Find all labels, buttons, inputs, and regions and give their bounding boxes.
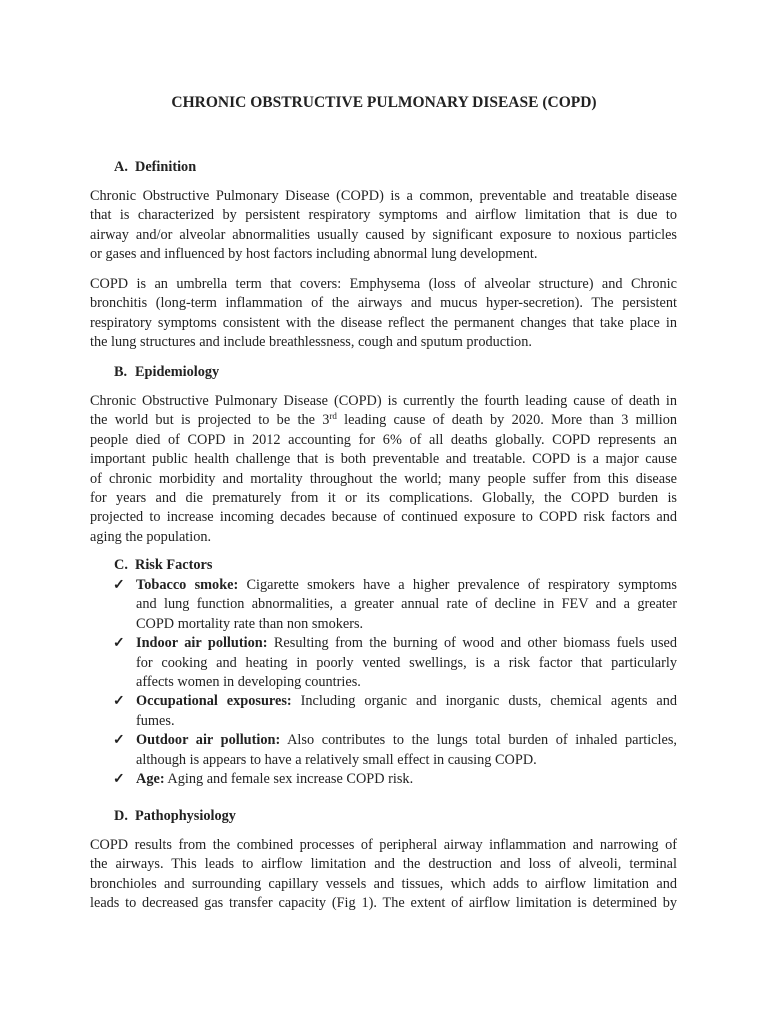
text-line: affects women in developing countries. [136,673,361,690]
checkmark-icon: ✓ [113,578,125,593]
text-segment: Resulting from the burning of wood and other biomass fuels used [267,635,678,652]
section-label: B. [114,364,128,380]
section-label: A. [114,159,128,175]
text-line [90,411,677,430]
text-line: people died of COPD in 2012 accounting for 6% of all deaths globally. COPD represents an [90,431,677,448]
text-line: for years and die prematurely from it or its complications. Globally, the COPD burden is [90,489,677,506]
risk-factor-term: Tobacco smoke: [136,577,239,593]
text-line: Chronic Obstructive Pulmonary Disease (COPD) is currently the fourth leading cause of death in [90,393,677,409]
checkmark-icon: ✓ [113,733,125,749]
text-line: Chronic Obstructive Pulmonary Disease (COPD) is a common, preventable and treatable disease [90,188,677,204]
text-line: although is appears to have a relatively small effect in causing COPD. [136,751,537,768]
pathophysiology-paragraph [90,836,677,914]
risk-factor-item [113,731,677,770]
risk-factor-list [113,576,677,789]
section-label: C. [114,557,128,573]
checkmark-icon: ✓ [113,636,125,652]
section-heading-pathophysiology [114,808,236,825]
text-line: projected to increase incoming decades because of continued exposure to COPD risk factors and [90,509,677,526]
text-line: COPD results from the combined processes of peripheral airway inflammation and narrowing of [90,837,677,853]
text-segment: Aging and female sex increase COPD risk. [164,770,414,787]
text-line: that is characterized by persistent respiratory symptoms and airflow limitation that is due to [90,207,677,224]
risk-factor-term: Occupational exposures: [136,693,292,710]
text-line [136,731,677,750]
text-line: for cooking and heating in poorly vented swellings, is a risk factor that particularly [136,654,677,671]
epidemiology-paragraph [90,392,677,547]
text-line: respiratory symptoms consistent with the disease reflect the permanent changes that take place in [90,314,677,331]
document-title: CHRONIC OBSTRUCTIVE PULMONARY DISEASE (COPD) [171,94,597,111]
text-line: the lung structures and include breathlessness, cough and sputum production. [90,334,532,351]
text-segment: the world but is projected to be the 3 [90,412,330,429]
text-line: COPD is an umbrella term that covers: Emphysema (loss of alveolar structure) and Chronic [90,276,677,292]
text-line [136,634,677,653]
text-line: bronchioles and surrounding capillary vessels and tissues, which adds to airflow limitation and [90,875,677,892]
text-line: airway and/or alveolar abnormalities usually caused by significant exposure to noxious particles [90,226,677,243]
checkmark-icon: ✓ [113,771,125,787]
section-label: D. [114,808,128,824]
text-line: bronchitis (long-term inflammation of the airways and mucus hyper-secretion). The persistent [90,295,677,312]
risk-factor-item [113,576,677,634]
text-segment: leading cause of death by 2020. More than 3 million [336,412,677,429]
risk-factor-item [113,634,677,692]
risk-factor-item [113,770,677,789]
text-line: or gases and influenced by host factors including abnormal lung development. [90,246,538,263]
text-line: of chronic morbidity and mortality throughout the world; many people suffer from this disease [90,470,677,487]
section-heading-risk-factors [114,557,212,574]
risk-factor-item [113,692,677,731]
section-title: Risk Factors [135,557,213,573]
text-line: the airways. This leads to airflow limitation and the destruction and loss of alveoli, terminal [90,856,677,873]
section-title: Epidemiology [135,364,220,380]
section-title: Pathophysiology [135,808,236,824]
section-heading-epidemiology [114,364,219,381]
superscript-rd: rd [329,411,337,422]
text-segment: Also contributes to the lungs total burden of inhaled particles, [280,732,677,749]
risk-factor-term: Age: [136,770,165,787]
text-segment: Cigarette smokers have a higher prevalence of respiratory symptoms [238,577,677,593]
text-line: leads to decreased gas transfer capacity (Fig 1). The extent of airflow limitation is determined by [90,895,677,912]
text-line: and lung function abnormalities, a greater annual rate of decline in FEV and a greater [136,596,677,613]
definition-paragraph-1 [90,187,677,265]
text-line [136,576,677,595]
text-segment: Including organic and inorganic dusts, chemical agents and [291,693,677,710]
checkmark-icon: ✓ [113,694,125,710]
section-title: Definition [135,159,197,175]
text-line: COPD mortality rate than non smokers. [136,615,364,632]
risk-factor-term: Indoor air pollution: [136,635,268,652]
risk-factor-term: Outdoor air pollution: [136,732,281,749]
text-line [136,770,677,789]
text-line: aging the population. [90,528,212,545]
text-line: fumes. [136,712,175,729]
definition-paragraph-2 [90,275,677,353]
section-heading-definition [114,159,196,176]
text-line: important public health challenge that is both preventable and treatable. COPD is a major cause [90,451,677,468]
text-line [136,692,677,711]
